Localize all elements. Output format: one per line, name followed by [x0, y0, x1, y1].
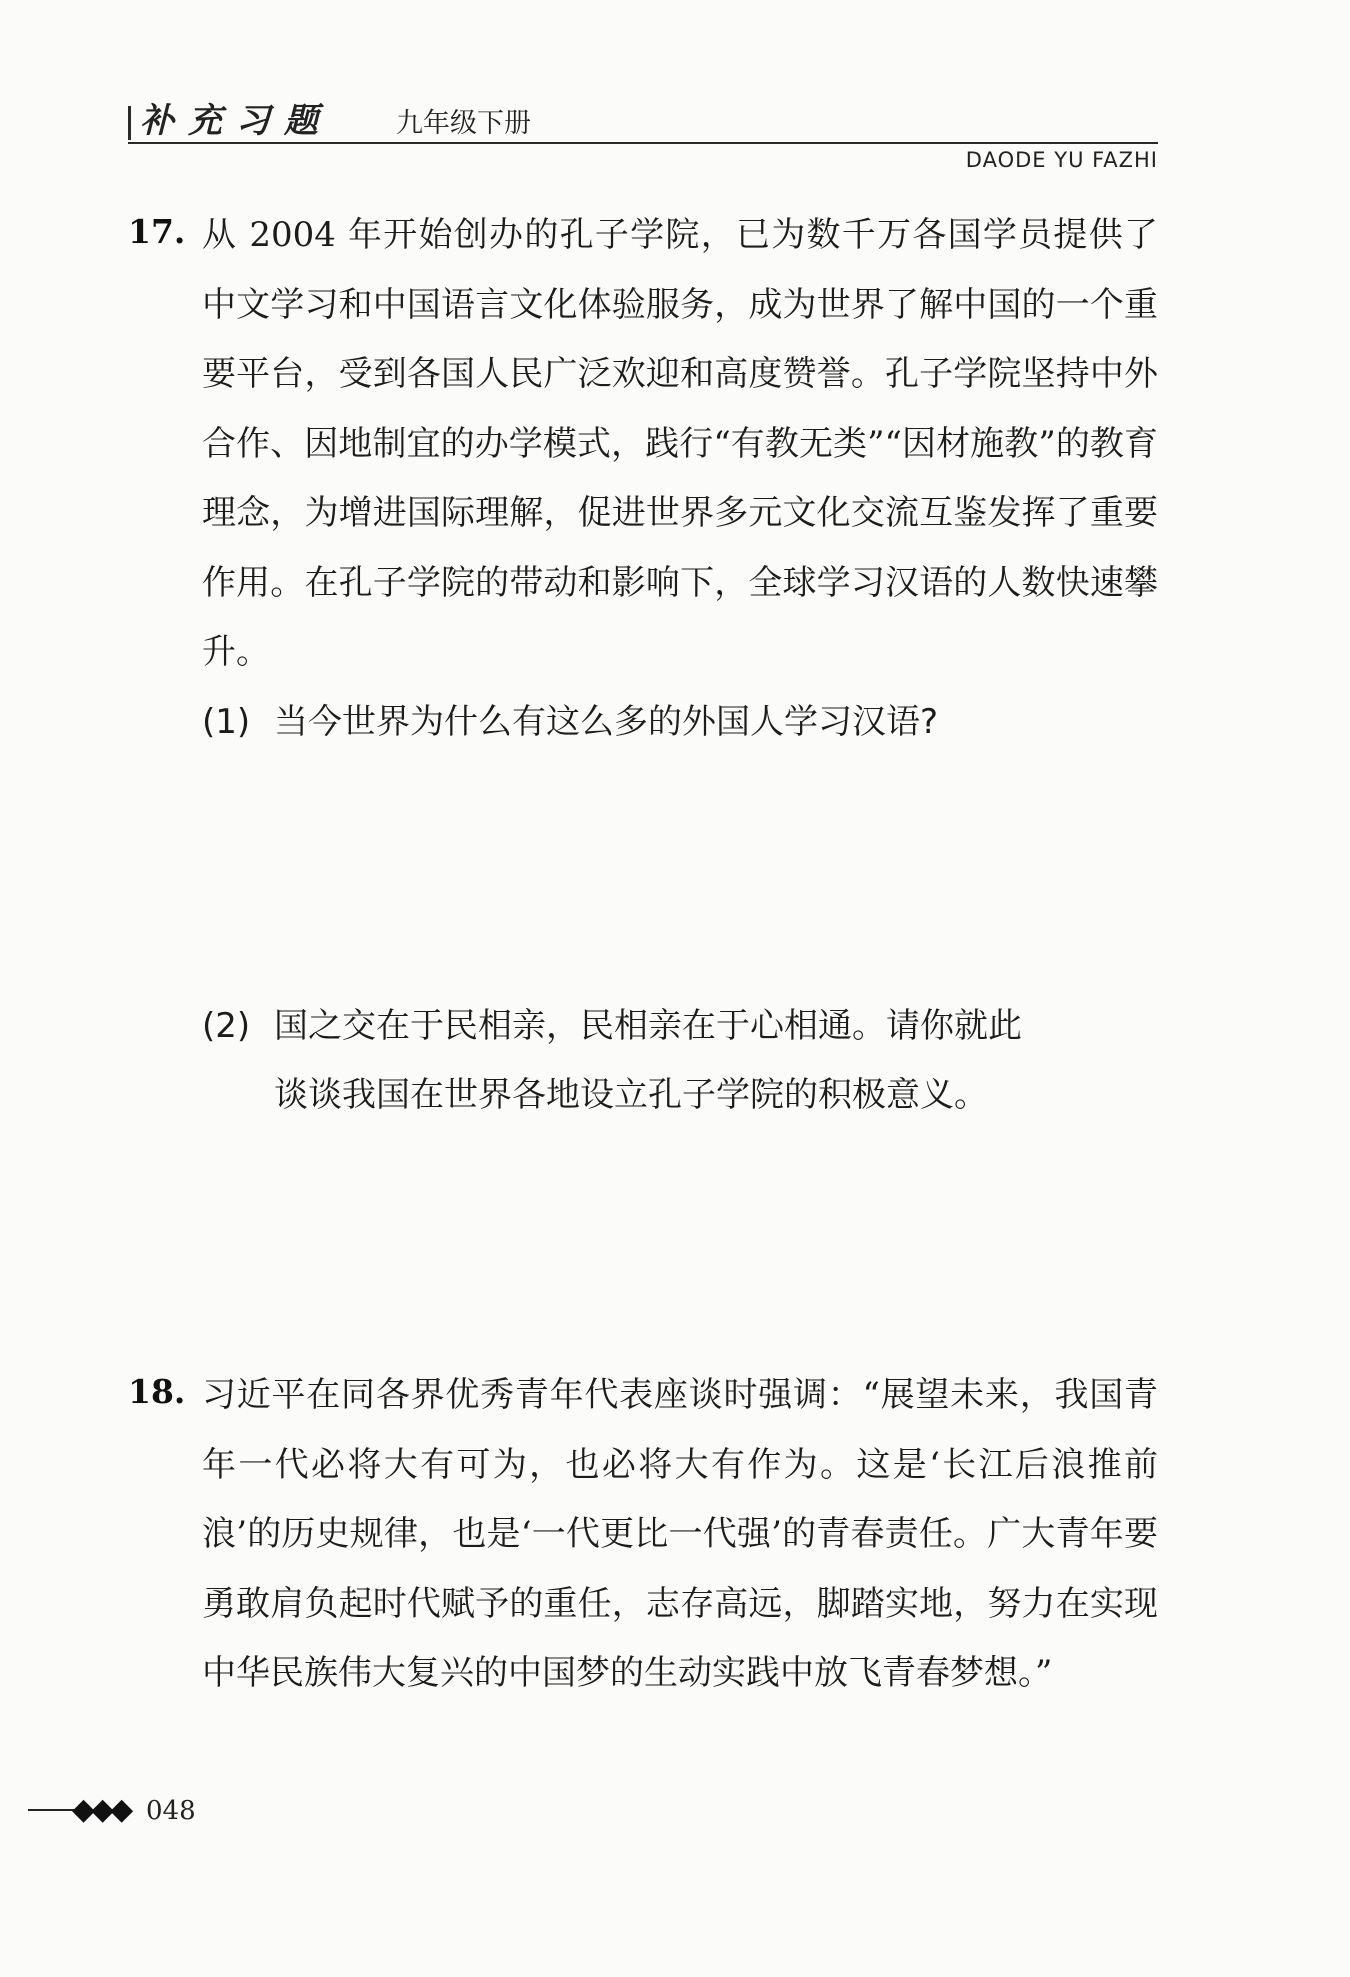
footer-line: [28, 1809, 74, 1811]
question-17-text: 从 2004 年开始创办的孔子学院，已为数千万各国学员提供了中文学习和中国语言文化体验服务，成为世界了解中国的一个重要平台，受到各国人民广泛欢迎和高度赞誉。孔子学院坚持中外合作、因地制宜的办学模式，践行“有教无类”“因材施教”的教育理念，为增进国际理解，促进世界多元文化交流互鉴发挥了重要作用。在孔子学院的带动和影响下，全球学习汉语的人数快速攀升。: [202, 215, 1158, 672]
sub-question-text-line1: 国之交在于民相亲，民相亲在于心相通。请你就此: [274, 1006, 1022, 1046]
header-subject-pinyin: DAODE YU FAZHI: [965, 148, 1158, 172]
header-bar: [128, 106, 131, 140]
page-number: 048: [146, 1796, 196, 1826]
page-footer: [28, 1790, 258, 1830]
question-18-text: 习近平在同各界优秀青年代表座谈时强调：“展望未来，我国青年一代必将大有可为，也必将大有作为。这是‘长江后浪推前浪’的历史规律，也是‘一代更比一代强’的青春责任。广大青年要勇敢肩负起时代赋予的重任，志存高远，脚踏实地，努力在实现中华民族伟大复兴的中国梦的生动实践中放飞青春梦想。”: [202, 1375, 1158, 1693]
sub-question-label: (1): [202, 702, 251, 742]
header-grade: 九年级下册: [396, 108, 531, 139]
sub-question-text: 当今世界为什么有这么多的外国人学习汉语?: [274, 702, 939, 742]
sub-question-label: (2): [202, 1006, 251, 1046]
sub-question-text-line2: 谈谈我国在世界各地设立孔子学院的积极意义。: [274, 1075, 988, 1115]
question-18-number: 18.: [128, 1372, 186, 1411]
page-header: [128, 100, 1158, 144]
question-17-number: 17.: [128, 212, 186, 251]
diamond-icon: ◆◆◆: [72, 1792, 130, 1827]
header-logo: 补充习题: [140, 101, 332, 141]
question-17-sub-1: [202, 688, 1182, 757]
question-17-sub-2: [202, 992, 1182, 1130]
